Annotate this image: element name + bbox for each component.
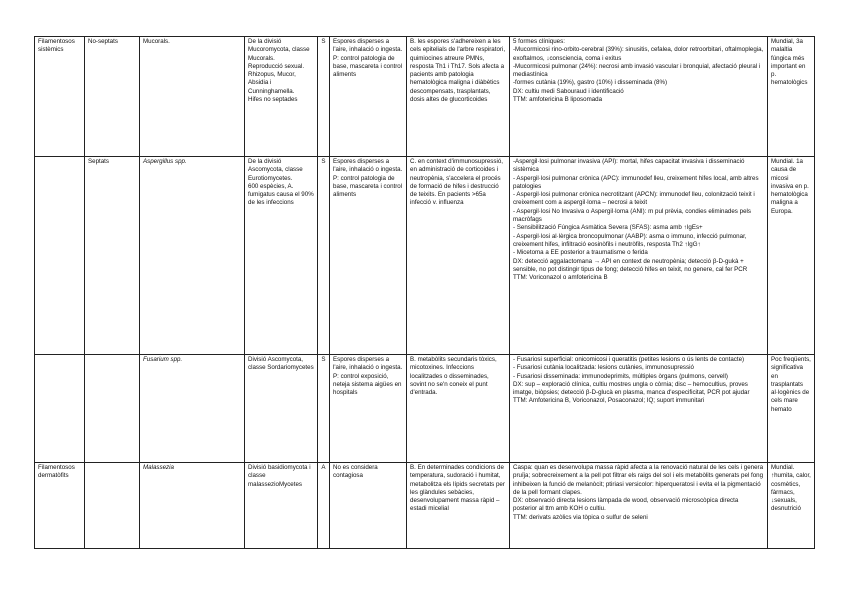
clinical-line: DX: observació directa lesions làmpada de wood, observació microscòpica directa posterior al ttm amb KOH o cultiu. [513,497,739,513]
clinical-line: DX: sup – exploració clínica, cultiu mostres ungla o còrnia; disc – hemocultius, proves imatge, biòpsies; detecció β-D-glucà en plasma, manca d'especificitat, PCR pot ajudar [513,380,750,397]
taxonomy-cell [245,463,318,549]
clinical-line: 5 formes clíniques: [513,38,565,45]
clinical-line: -Aspergil·losi pulmonar invasiva (API): mortal, hifes capacitat invasiva i disseminació sistèmica [513,158,745,174]
type-cell: A [318,463,330,549]
subgroup-cell: No-septats [85,37,140,157]
group-cell: Filamentosos dermatòfits [35,463,85,549]
clinical-line: - Micetoma a EE posterior a traumatisme o ferida [513,249,648,257]
taxonomy-line: 600 espècies, A. fumigatus causa el 90% de les infeccions [248,182,314,207]
fungi-table [34,36,815,549]
organism-name-cell: Aspergillus spp. [140,157,245,355]
pathogenesis-cell: B. metabòlits secundaris tòxics, micotoxines. Infeccions localitzades o disseminades, sovint no se'n coneix el punt d'entrada. [407,355,510,463]
clinical-line: - Fusariosi cutània localitzada: lesions cutànies, immunosupressió [513,364,694,372]
clinical-line: - Sensibilització Fúngica Asmàtica Severa (SFAS): asma amb ↑IgEs+ [513,224,703,232]
clinical-line: TTM: amfotericina B liposomada [513,96,603,104]
type-cell: S [318,37,330,157]
taxonomy-line: De la divisió Mucoromycota, classe Mucorals. [248,38,310,62]
transmission-cell [330,355,407,463]
organism-name-cell: Mucorals. [140,37,245,157]
clinical-line: DX: detecció aggalactomana → API en context de neutropènia; detecció β-D-gukà + sensible, no pot distingir tipus de fong; detecció hifes en teixit, no genere, cal fer PCR [513,257,748,273]
transmission-line: P: control exposició, neteja sistema aigües en hospitals [333,372,402,397]
transmission-line: Espores disperses a l'aire, inhalació o ingesta. [333,38,403,54]
pathogenesis-cell: B. les espores s'adhereixen a les cels epitelials de l'arbre respiratori, quimiocines atreure PMNs, resposta Th1 i Th17. Sols afecta a pacients amb patologia hematològica maligna i diàbètics descompensats, trasplantats, dosis altes de glucorticoides [407,37,510,157]
group-cell [35,157,85,355]
transmission-cell [330,37,407,157]
transmission-line: P: control patologia de base, mascareta i control aliments [333,54,403,79]
pathogenesis-cell: C. en context d'immunosupressió, en administració de corticoides i neutropènia, s'accelera el procés de formació de hifes i destrucció de teixits. En pacients >65a infecció v. influenza [407,157,510,355]
taxonomy-cell [245,37,318,157]
clinical-line: TTM: Voriconazol o amfotericina B [513,274,608,282]
table-row [35,463,815,549]
taxonomy-line: Divisió basidiomycota i classe malassezioMycetes [248,464,311,488]
table-row [35,355,815,463]
transmission-line: No es considera contagiosa [333,464,378,480]
distribution-cell: Mundial. 1a causa de micosi invasiva en p. hematològica maligna a Europa. [768,157,815,355]
taxonomy-line: Divisió Ascomycota, classe Sordariomycetes [248,356,314,372]
group-cell [35,355,85,463]
type-cell: S [318,355,330,463]
type-cell: S [318,157,330,355]
table-row [35,157,815,355]
clinical-line: DX: cultiu medi Sabouraud i identificació [513,87,624,95]
distribution-cell: Poc freqüents, significativa en trasplantats al·logènics de cels mare hemato [768,355,815,463]
clinical-cell [510,37,768,157]
pathogenesis-cell: B. En determinades condicions de temperatura, sudoració i humitat, metabolitza els lípids secretats per les glàndules sebàcies, desenvolupament massa ràpid – estadi micelial [407,463,510,549]
clinical-line: - Fusariosi superficial: onicomicosi i queratitis (petites lesions o ús lents de contacte) [513,356,745,363]
group-cell: Filamentosos sistèmics [35,37,85,157]
subgroup-cell: Septats [85,157,140,355]
clinical-line: - Fusariosi disseminada: immunodeprimits, múltiples òrgans (pulmons, cervell) [513,372,728,380]
subgroup-cell [85,463,140,549]
transmission-cell [330,463,407,549]
clinical-line: -formes cutània (19%), gastro (10%) i disseminada (8%) [513,79,668,87]
clinical-line: -Mucormicosi rino-orbito-cerebral (39%): sinusitis, cefalea, dolor retroorbitari, oftalmoplegia, exoftalmos, ↓consciencia, coma i exitus [513,46,764,62]
organism-name-cell: Fusarium spp. [140,355,245,463]
distribution-cell: Mundial. ↑humita, calor, cosmètics, fàrmacs, ↓sexuals, desnutrició [768,463,815,549]
taxonomy-cell [245,355,318,463]
clinical-cell [510,355,768,463]
transmission-line: P: control patologia de base, mascareta i control aliments [333,174,403,199]
clinical-line: - Aspergil·losi No Invasiva o Aspergil·loma (ANI): m pul prèvia, condies eliminades pels macròfags [513,207,751,224]
taxonomy-line: Hifes no septades [248,96,298,104]
taxonomy-line: Reproducció sexual. Rhizopus, Mucor, Absidia i Cunninghamella. [248,62,305,95]
taxonomy-line: De la divisió Ascomycota, classe Eurotiomycetes. [248,158,303,182]
transmission-line: Espores disperses a l'aire, inhalació o ingesta. [333,356,403,372]
clinical-line: -Mucormicosi pulmonar (24%): necrosi amb invasió vascular i bronquial, afectació pleural i mediastínica [513,62,761,79]
transmission-line: Espores disperses a l'aire, inhalació o ingesta. [333,158,403,174]
clinical-cell [510,157,768,355]
distribution-cell: Mundial, 3a malaltia fúngica més important en p. hematològics [768,37,815,157]
table-row [35,37,815,157]
subgroup-cell [85,355,140,463]
clinical-line: Caspa: quan es desenvolupa massa ràpid afecta a la renovació natural de les cels i genera pruïja; sobrecreixement a la pell pot filtrar els raigs del sol i els metabòlits generats pel fong inhibeixen la funció de melanòcit; ptiriasi versicolor: hiperqueratosi i evita el la pigmentació de la pell formant clapes. [513,464,764,496]
clinical-line: - Aspergil·losi pulmonar crònica necrotitzant (APCN): immunodef lleu, colonització teixit i creixement com a aspergil·loma – necrosi a teixit [513,191,755,207]
clinical-line: - Aspergil·losi pulmonar crònica (APC): immunodef lleu, creixement hifes local, amb altres patologies [513,174,759,190]
organism-name-cell: Malassezia [140,463,245,549]
clinical-cell [510,463,768,549]
clinical-line: TTM: derivats azòlics via tòpica o sulfur de seleni [513,513,648,521]
clinical-line: - Aspergil·losi al·lèrgica broncopulmonar (AABP): asma o immuno, infecció pulmonar, creixement hifes, infiltració eosinòfils i neutròfils, resposta Th2 ↑IgG↑ [513,232,747,248]
clinical-line: TTM: Amfotericina B, Voriconazol, Posaconazol; IQ; suport immunitari [513,397,705,405]
taxonomy-cell [245,157,318,355]
transmission-cell [330,157,407,355]
